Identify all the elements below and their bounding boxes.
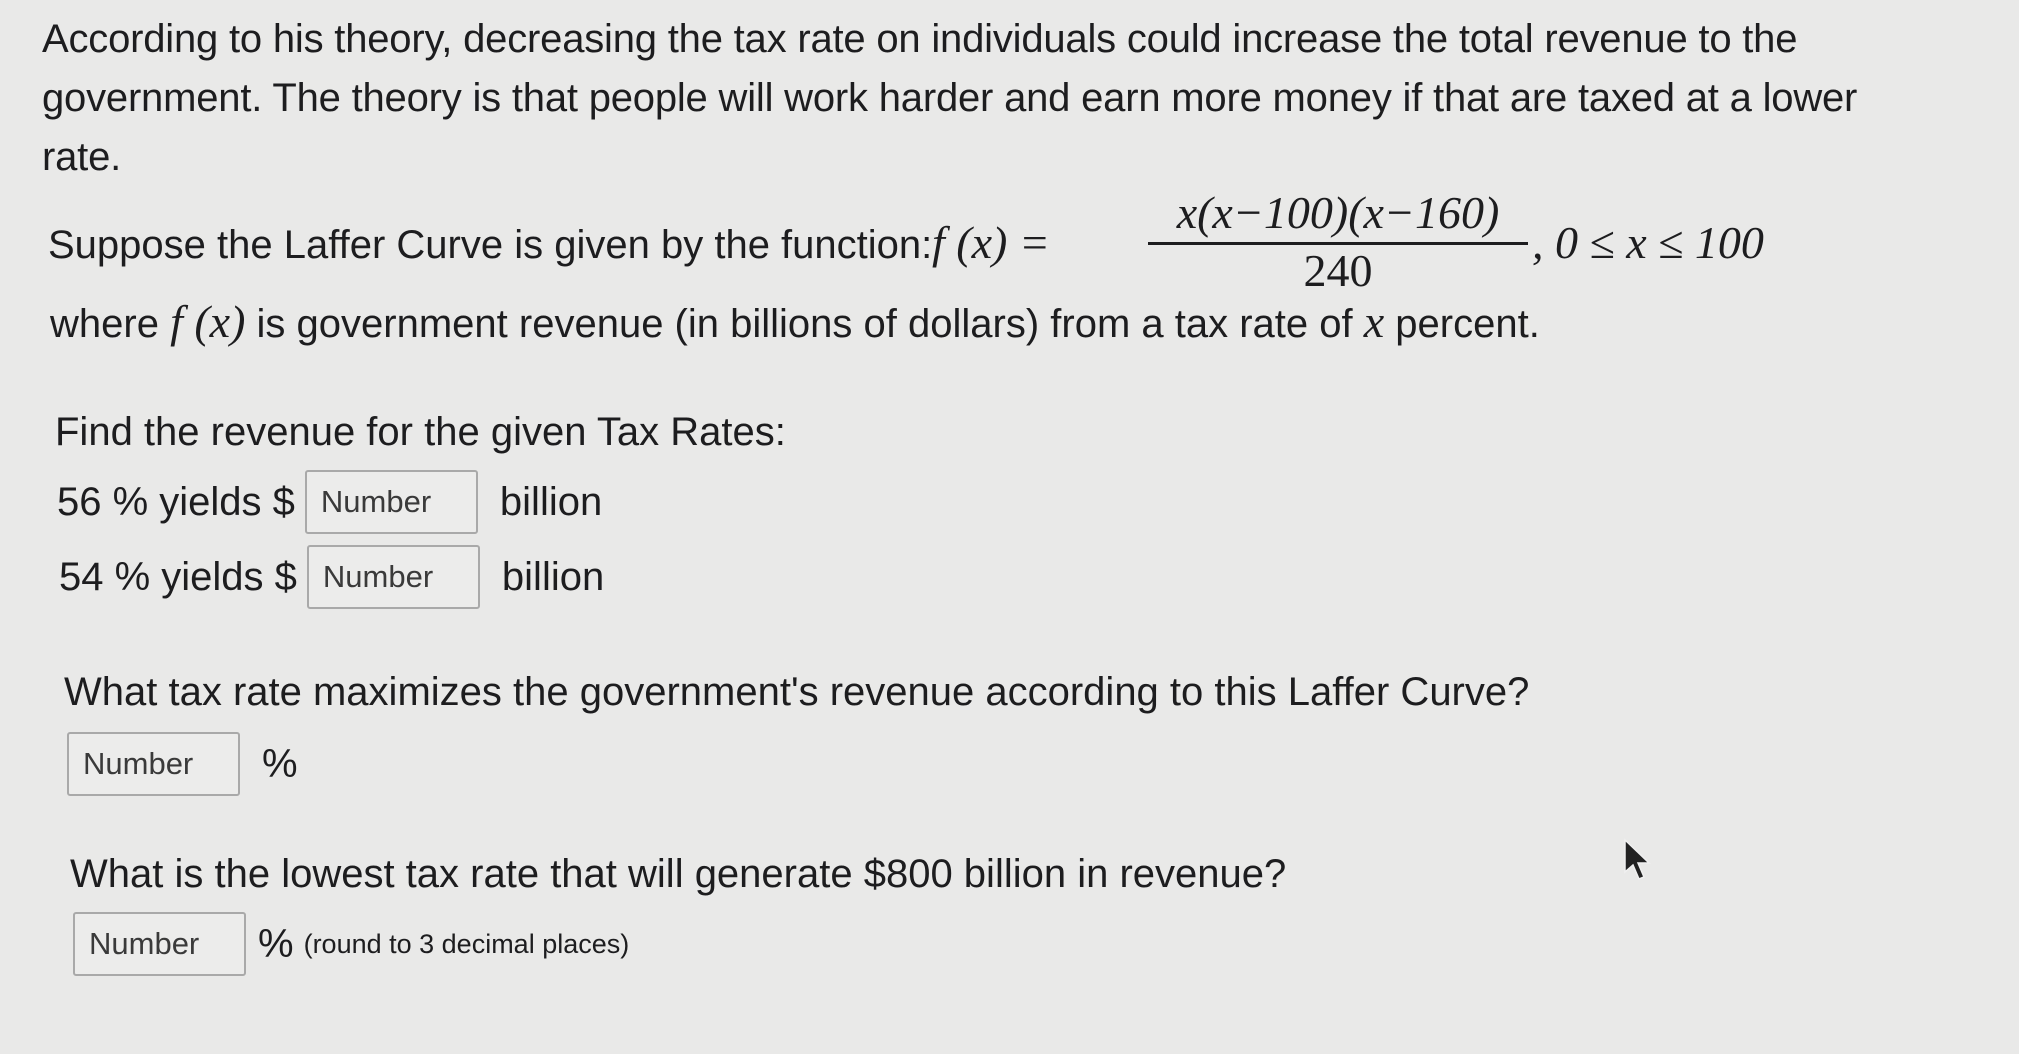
q2-heading: What tax rate maximizes the government's revenue according to this Laffer Curve? xyxy=(64,670,1530,714)
q3-row xyxy=(73,912,629,976)
where-fx: f (x) xyxy=(170,296,246,347)
formula-lead-text: Suppose the Laffer Curve is given by the function: xyxy=(48,223,933,267)
formula-lhs: f (x) = xyxy=(932,217,1050,268)
revenue-54-input[interactable] xyxy=(307,545,480,609)
q2-percent-label: % xyxy=(262,741,298,786)
lowest-tax-rate-input[interactable] xyxy=(73,912,246,976)
formula-numerator: x(x−100)(x−160) xyxy=(1176,187,1500,238)
formula-domain: , 0 ≤ x ≤ 100 xyxy=(1532,217,1764,268)
q1-row2-prefix: 54 % yields $ xyxy=(59,554,297,599)
formula-line xyxy=(48,187,1948,300)
q1-row-56 xyxy=(57,470,602,534)
q1-row2-suffix: billion xyxy=(501,554,605,599)
where-line xyxy=(50,295,1540,348)
q3-rounding-note: (round to 3 decimal places) xyxy=(303,928,630,959)
q1-row1-suffix: billion xyxy=(499,479,603,524)
q3-heading: What is the lowest tax rate that will generate $800 billion in revenue? xyxy=(70,852,1287,896)
where-x: x xyxy=(1363,296,1385,347)
q3-percent-label: % xyxy=(258,921,294,966)
intro-paragraph: According to his theory, decreasing the tax rate on individuals could increase the total revenue to the government. The theory is that people will work harder and earn more money if that are taxed at a lower rate. xyxy=(42,17,1858,179)
formula-denominator: 240 xyxy=(1303,245,1373,296)
where-after: percent. xyxy=(1395,302,1540,346)
where-middle: is government revenue (in billions of dollars) from a tax rate of xyxy=(256,302,1353,346)
q1-row1-prefix: 56 % yields $ xyxy=(57,479,295,524)
q1-heading: Find the revenue for the given Tax Rates: xyxy=(55,410,786,454)
mouse-pointer-icon xyxy=(1622,838,1652,882)
q2-row xyxy=(67,732,298,796)
where-before: where xyxy=(50,302,159,346)
q1-row-54 xyxy=(59,545,604,609)
revenue-56-input[interactable] xyxy=(305,470,478,534)
max-tax-rate-input[interactable] xyxy=(67,732,240,796)
formula-fraction xyxy=(1148,186,1528,296)
